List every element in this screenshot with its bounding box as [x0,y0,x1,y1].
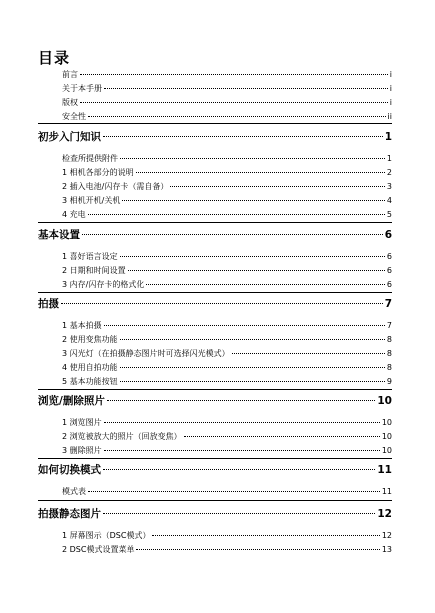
dot-leader [80,102,388,103]
toc-entry[interactable] [62,181,392,192]
toc-entry-label: 3 相机开机/关机 [62,196,121,205]
dot-leader [61,303,383,304]
dot-leader [232,353,385,354]
toc-entry-front[interactable] [62,111,392,122]
toc-chapter-page: 12 [377,508,392,520]
toc-entry-label: 5 基本功能按钮 [62,377,118,386]
toc-entry-page: i [389,84,392,93]
dot-leader [152,535,379,536]
dot-leader [170,186,385,187]
toc-entry[interactable] [62,334,392,345]
toc-entry-page: 7 [386,321,392,330]
dot-leader [120,339,385,340]
dot-leader [120,158,385,159]
toc-entry[interactable] [62,209,392,220]
toc-chapter[interactable] [38,394,392,408]
toc-entry-label: 4 充电 [62,210,86,219]
chapter-divider [38,500,392,501]
toc-entry[interactable] [62,265,392,276]
dot-leader [103,469,375,470]
toc-chapter-page: 6 [384,229,392,241]
toc-entry-page: 2 [386,168,392,177]
toc-chapter[interactable] [38,228,392,242]
toc-chapter-title: 拍摄静态图片 [38,508,101,520]
toc-chapter-page: 10 [377,395,392,407]
dot-leader [120,381,385,382]
toc-entry-label: 2 DSC模式设置菜单 [62,545,135,554]
dot-leader [136,172,385,173]
toc-entry[interactable] [62,417,392,428]
toc-entry-label: 2 使用变焦功能 [62,335,118,344]
toc-entry-page: 6 [386,252,392,261]
dot-leader [88,491,380,492]
toc-entry-page: 13 [381,545,392,554]
toc-entry-page: ii [387,112,392,121]
toc-entry-front[interactable] [62,69,392,80]
toc-entry-label: 1 屏幕图示（DSC模式） [62,531,151,540]
dot-leader [128,270,385,271]
toc-chapter-page: 7 [384,298,392,310]
toc-entry-page: i [389,70,392,79]
toc-entry[interactable] [62,153,392,164]
toc-chapter[interactable] [38,130,392,144]
front-matter-divider [38,123,392,124]
toc-entry[interactable] [62,348,392,359]
dot-leader [120,256,385,257]
toc-chapter-page: 11 [377,464,392,476]
toc-chapter-title: 初步入门知识 [38,131,101,143]
toc-entry-label: 2 插入电池/闪存卡（需自备） [62,182,169,191]
toc-entry[interactable] [62,167,392,178]
toc-chapter-title: 浏览/删除照片 [38,395,105,407]
toc-entry-page: 1 [386,154,392,163]
toc-entry-page: 10 [381,432,392,441]
toc-entry-label: 3 内存/闪存卡的格式化 [62,280,145,289]
chapter-divider [38,222,392,223]
dot-leader [107,400,376,401]
toc-chapter[interactable] [38,297,392,311]
toc-entry[interactable] [62,544,392,555]
toc-entry[interactable] [62,530,392,541]
chapter-divider [38,458,392,459]
toc-entry-page: 11 [381,487,392,496]
toc-entry-label: 模式表 [62,487,86,496]
toc-entry-page: 10 [381,446,392,455]
dot-leader [103,513,375,514]
toc-chapter-title: 如何切换模式 [38,464,101,476]
toc-chapter-title: 基本设置 [38,229,80,241]
toc-entry[interactable] [62,279,392,290]
toc-entry-front[interactable] [62,83,392,94]
chapter-divider [38,389,392,390]
toc-entry-label: 2 浏览被放大的照片（回放变焦） [62,432,182,441]
toc-chapter[interactable] [38,463,392,477]
toc-entry-label: 2 日期和时间设置 [62,266,126,275]
dot-leader [184,436,380,437]
dot-leader [146,284,385,285]
dot-leader [104,422,380,423]
toc-entry-label: 前言 [62,70,78,79]
toc-entry-page: 8 [386,335,392,344]
dot-leader [88,116,386,117]
toc-entry-label: 3 闪光灯（在拍摄静态图片时可选择闪光模式） [62,349,230,358]
toc-entry[interactable] [62,195,392,206]
toc-chapter-title: 拍摄 [38,298,59,310]
toc-entry-label: 1 基本拍摄 [62,321,102,330]
toc-entry-page: 5 [386,210,392,219]
toc-entry-page: i [389,98,392,107]
toc-entry-label: 检查所提供附件 [62,154,118,163]
toc-entry-page: 9 [386,377,392,386]
toc-entry-page: 12 [381,531,392,540]
dot-leader [104,450,380,451]
toc-entry-page: 8 [386,363,392,372]
toc-title: 目录 [38,49,71,67]
toc-entry-page: 3 [386,182,392,191]
toc-entry-page: 4 [386,196,392,205]
toc-entry-label: 1 喜好语言设定 [62,252,118,261]
toc-entry-front[interactable] [62,97,392,108]
toc-chapter-page: 1 [384,131,392,143]
toc-entry[interactable] [62,486,392,497]
chapter-divider [38,292,392,293]
dot-leader [122,200,385,201]
toc-entry[interactable] [62,376,392,387]
toc-entry-label: 关于本手册 [62,84,102,93]
dot-leader [136,549,379,550]
toc-chapter[interactable] [38,507,392,521]
toc-entry[interactable] [62,320,392,331]
toc-entry-label: 1 相机各部分的说明 [62,168,134,177]
dot-leader [120,367,385,368]
toc-entry-page: 10 [381,418,392,427]
toc-entry-label: 版权 [62,98,78,107]
dot-leader [80,74,388,75]
dot-leader [82,234,383,235]
dot-leader [88,214,385,215]
toc-entry[interactable] [62,362,392,373]
toc-entry[interactable] [62,445,392,456]
dot-leader [104,325,385,326]
toc-entry-label: 3 删除照片 [62,446,102,455]
toc-entry-page: 6 [386,266,392,275]
dot-leader [104,88,388,89]
toc-entry-label: 4 使用自拍功能 [62,363,118,372]
dot-leader [103,136,383,137]
toc-entry-label: 安全性 [62,112,86,121]
toc-entry[interactable] [62,251,392,262]
toc-entry-page: 6 [386,280,392,289]
toc-entry-label: 1 浏览图片 [62,418,102,427]
toc-entry[interactable] [62,431,392,442]
toc-entry-page: 8 [386,349,392,358]
